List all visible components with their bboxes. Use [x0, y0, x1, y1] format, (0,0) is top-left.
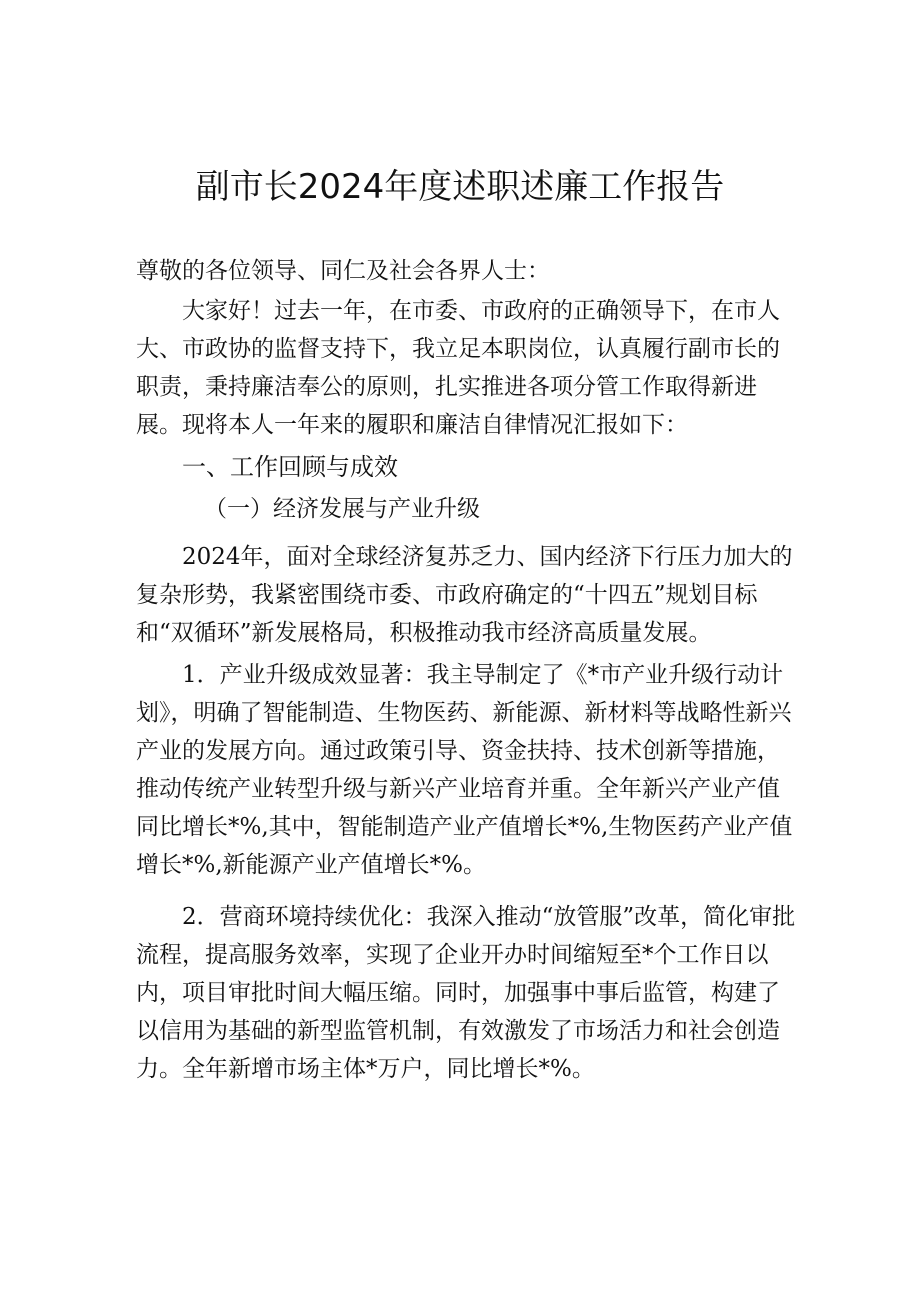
- section-heading: 一、工作回顾与成效: [182, 453, 398, 481]
- subsection-heading: （一）经济发展与产业升级: [204, 496, 480, 522]
- document-body: [136, 252, 796, 1088]
- paragraph-business-environment: 2．营商环境持续优化：我深入推动“放管服”改革，简化审批流程，提高服务效率，实现了企业开办时间缩短至*个工作日以内，项目审批时间大幅压缩。同时，加强事中事后监管，构建了以信用为基础的新型监管机制，有效激发了市场活力和社会创造力。全年新增市场主体*万户，同比增长*%。: [136, 904, 796, 1082]
- salutation: 尊敬的各位领导、同仁及社会各界人士：: [136, 258, 550, 284]
- paragraph-opening: 大家好！过去一年，在市委、市政府的正确领导下，在市人大、市政协的监督支持下，我立足本职岗位，认真履行副市长的职责，秉持廉洁奉公的原则，扎实推进各项分管工作取得新进展。现将本人一年来的履职和廉洁自律情况汇报如下：: [136, 298, 780, 438]
- paragraph-industry-upgrade: 1．产业升级成效显著：我主导制定了《*市产业升级行动计划》，明确了智能制造、生物医药、新能源、新材料等战略性新兴产业的发展方向。通过政策引导、资金扶持、技术创新等措施，推动传统产业转型升级与新兴产业培育并重。全年新兴产业产值同比增长*%,其中，智能制造产业产值增长*%,生物医药产业产值增长*%,新能源产业产值增长*%。: [136, 662, 793, 878]
- paragraph-economy: 2024年，面对全球经济复苏乏力、国内经济下行压力加大的复杂形势，我紧密围绕市委、市政府确定的“十四五”规划目标和“双循环”新发展格局，积极推动我市经济高质量发展。: [136, 544, 793, 646]
- document-title: 副市长2024年度述职述廉工作报告: [195, 167, 725, 207]
